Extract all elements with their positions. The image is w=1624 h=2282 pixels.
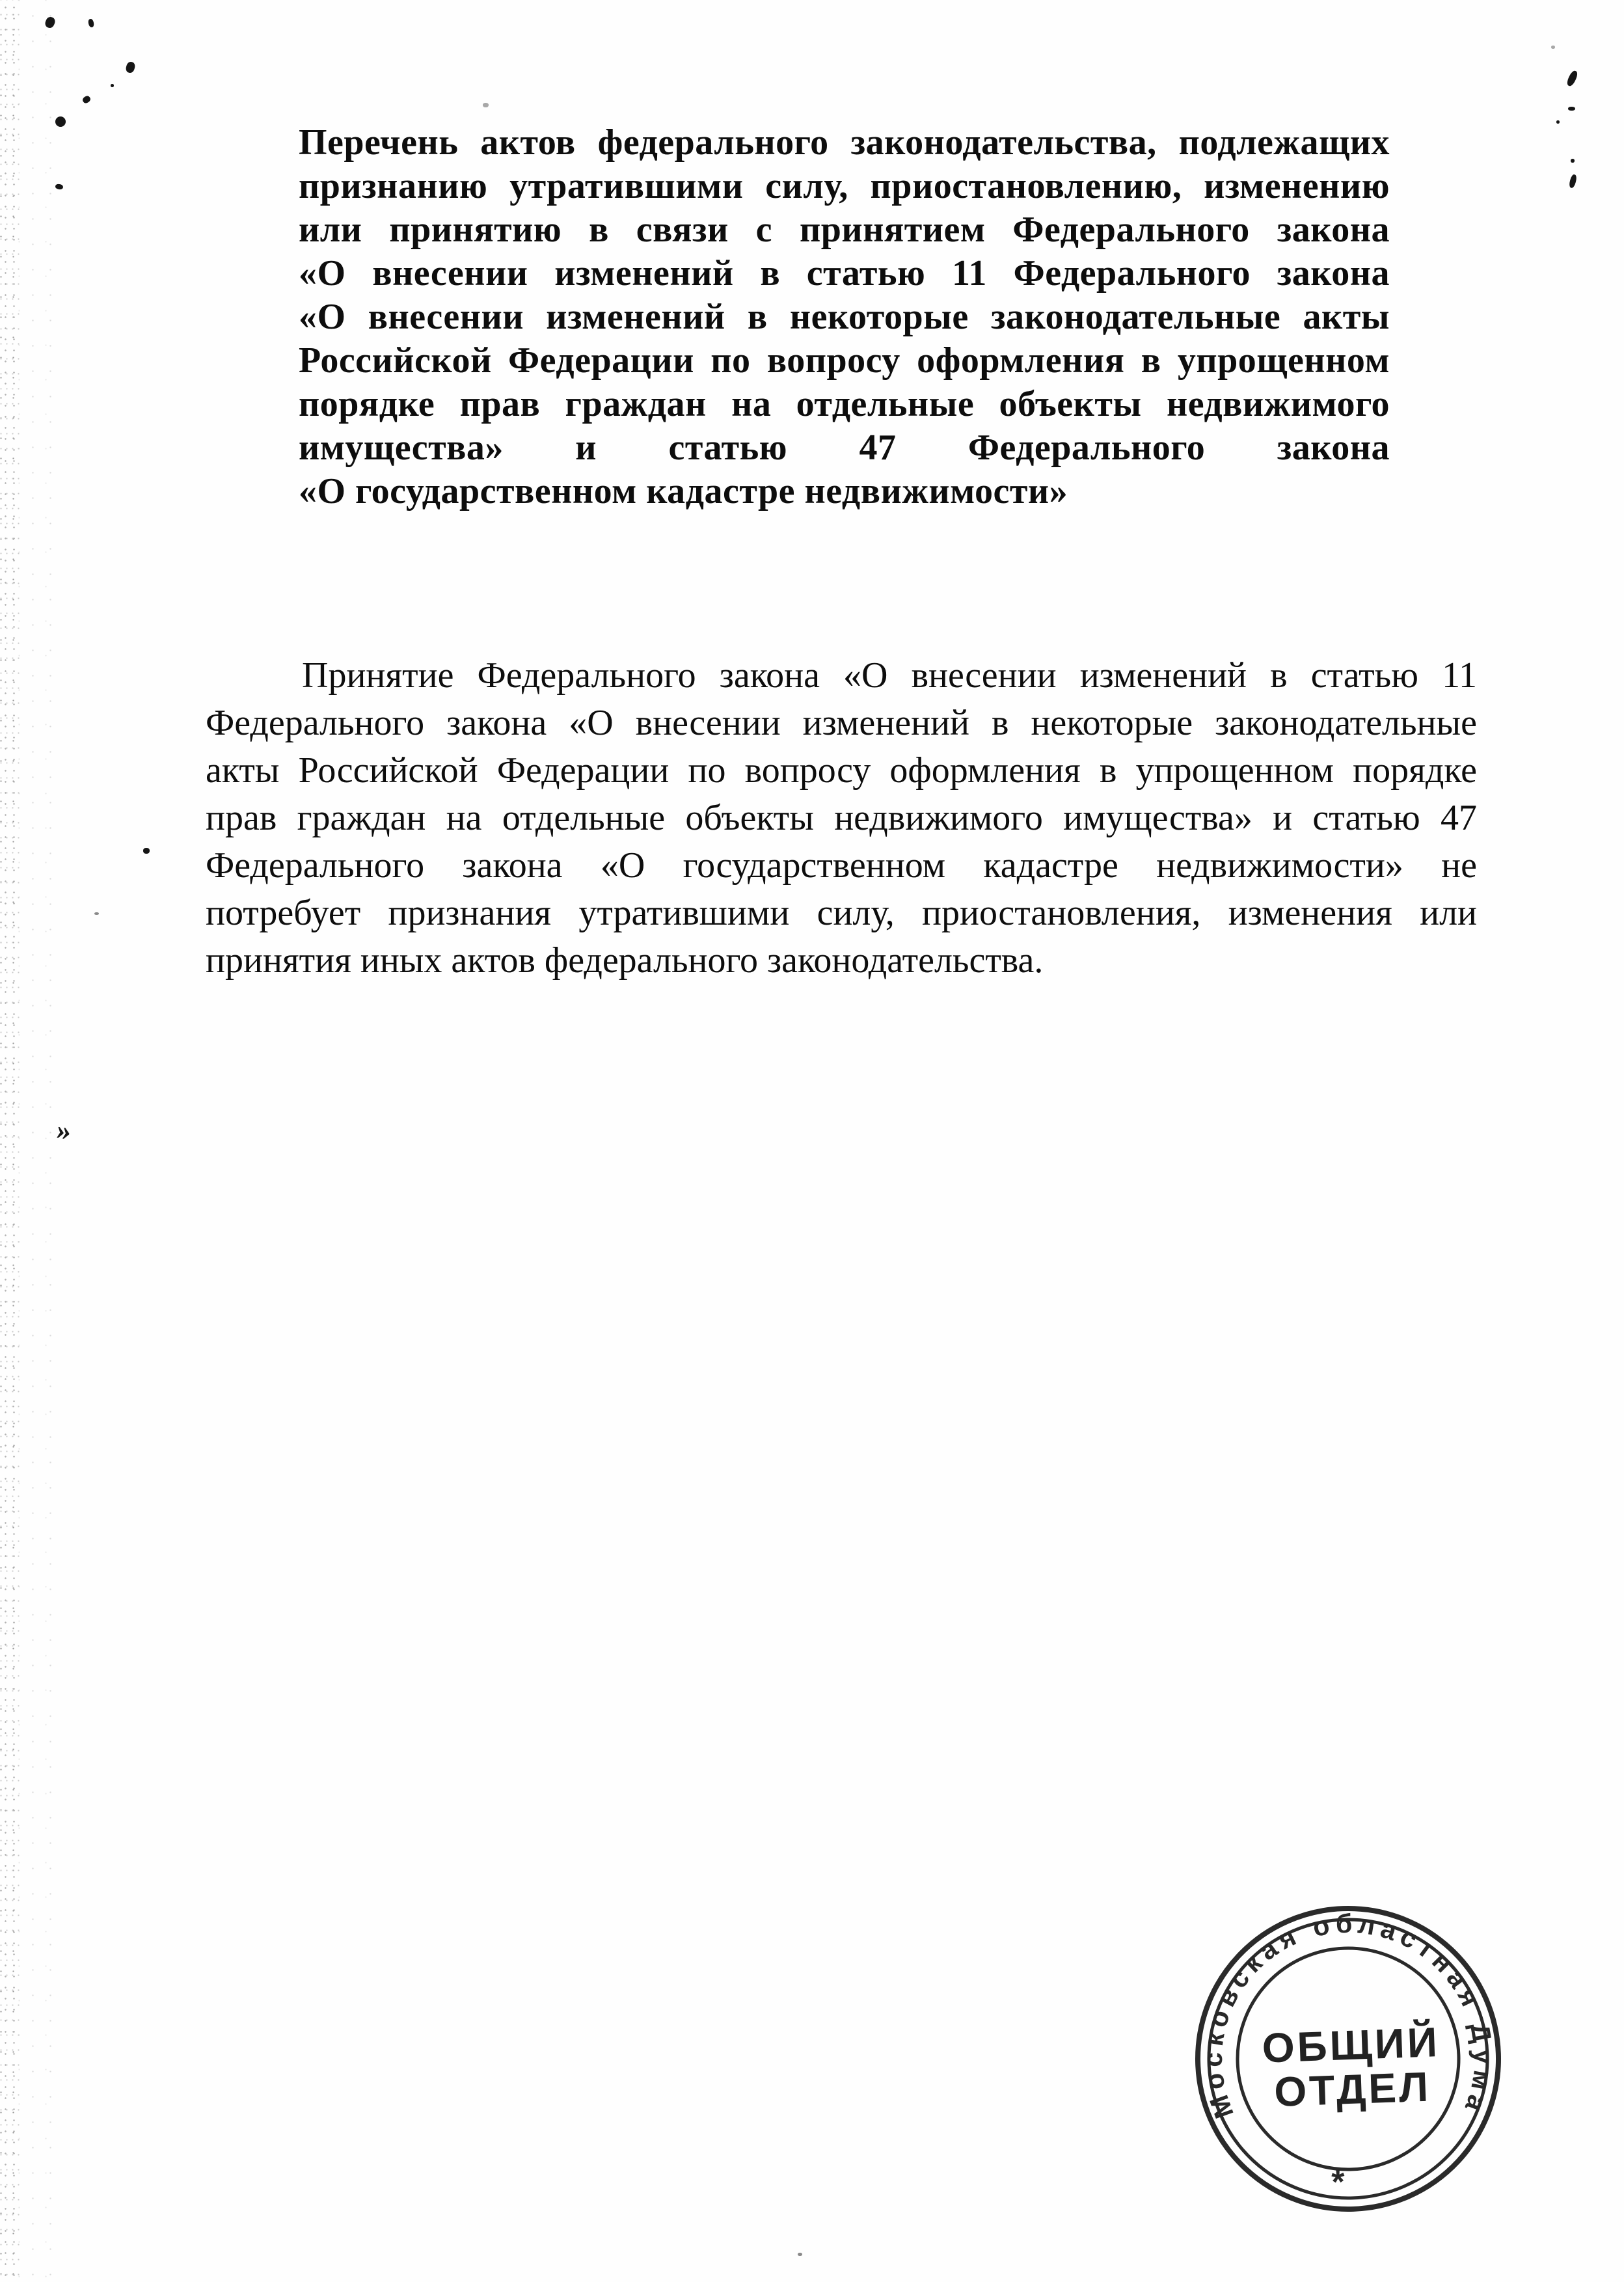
stamp-seal-graphic xyxy=(1185,1896,1511,2222)
body-line: акты Российской Федерации по вопросу оформления в упрощенном порядке xyxy=(206,750,1477,791)
stamp-center-line2: ОТДЕЛ xyxy=(1273,2063,1432,2115)
title-line: «О государственном кадастре недвижимости» xyxy=(299,471,1068,511)
ink-speck xyxy=(111,84,114,87)
body-line: потребует признания утратившими силу, приостановления, изменения или xyxy=(206,893,1477,933)
ink-speck xyxy=(55,116,66,127)
ink-speck xyxy=(1569,174,1578,189)
body-line: Принятие Федерального закона «О внесении изменений в статью 11 xyxy=(302,655,1477,696)
guillemet-ink-mark xyxy=(55,1113,78,1141)
body-line: прав граждан на отдельные объекты недвижимого имущества» и статью 47 xyxy=(206,798,1477,838)
stamp-ring-text: Московская областная Дума xyxy=(1197,1908,1499,2123)
ink-speck xyxy=(1565,70,1579,87)
scan-noise-strip-secondary xyxy=(18,0,60,2282)
title-line: «О внесении изменений в некоторые законодательные акты xyxy=(299,297,1390,337)
ink-speck xyxy=(1556,120,1560,124)
ink-speck xyxy=(81,95,91,105)
round-office-stamp xyxy=(1185,1896,1511,2222)
stamp-center-line1: ОБЩИЙ xyxy=(1261,2018,1441,2072)
body-line: принятия иных актов федерального законодательства. xyxy=(206,940,1044,981)
ink-speck xyxy=(1568,107,1575,111)
title-line: Российской Федерации по вопросу оформления в упрощенном xyxy=(299,340,1390,381)
ink-speck xyxy=(1551,46,1555,49)
ink-speck xyxy=(798,2253,802,2256)
document-body-paragraph xyxy=(206,652,1477,985)
ink-speck xyxy=(88,18,95,27)
title-line: порядке прав граждан на отдельные объекты недвижимого xyxy=(299,384,1390,424)
title-line: имущества» и статью 47 Федерального закона xyxy=(299,428,1390,468)
ink-speck xyxy=(125,61,136,74)
title-line: или принятию в связи с принятием Федерального закона xyxy=(299,210,1390,250)
ink-speck xyxy=(483,103,489,107)
body-line: Федерального закона «О государственном кадастре недвижимости» не xyxy=(206,845,1477,886)
ink-speck xyxy=(1571,159,1575,163)
body-line: Федерального закона «О внесении изменений в некоторые законодательные xyxy=(206,703,1477,743)
ink-speck xyxy=(143,848,150,854)
document-title xyxy=(299,121,1390,513)
title-line: «О внесении изменений в статью 11 Федерального закона xyxy=(299,253,1390,293)
stamp-star: * xyxy=(1331,2163,1346,2201)
title-line: признанию утратившими силу, приостановлению, изменению xyxy=(299,166,1390,206)
title-line: Перечень актов федерального законодательства, подлежащих xyxy=(299,122,1390,163)
ink-speck xyxy=(94,912,99,915)
